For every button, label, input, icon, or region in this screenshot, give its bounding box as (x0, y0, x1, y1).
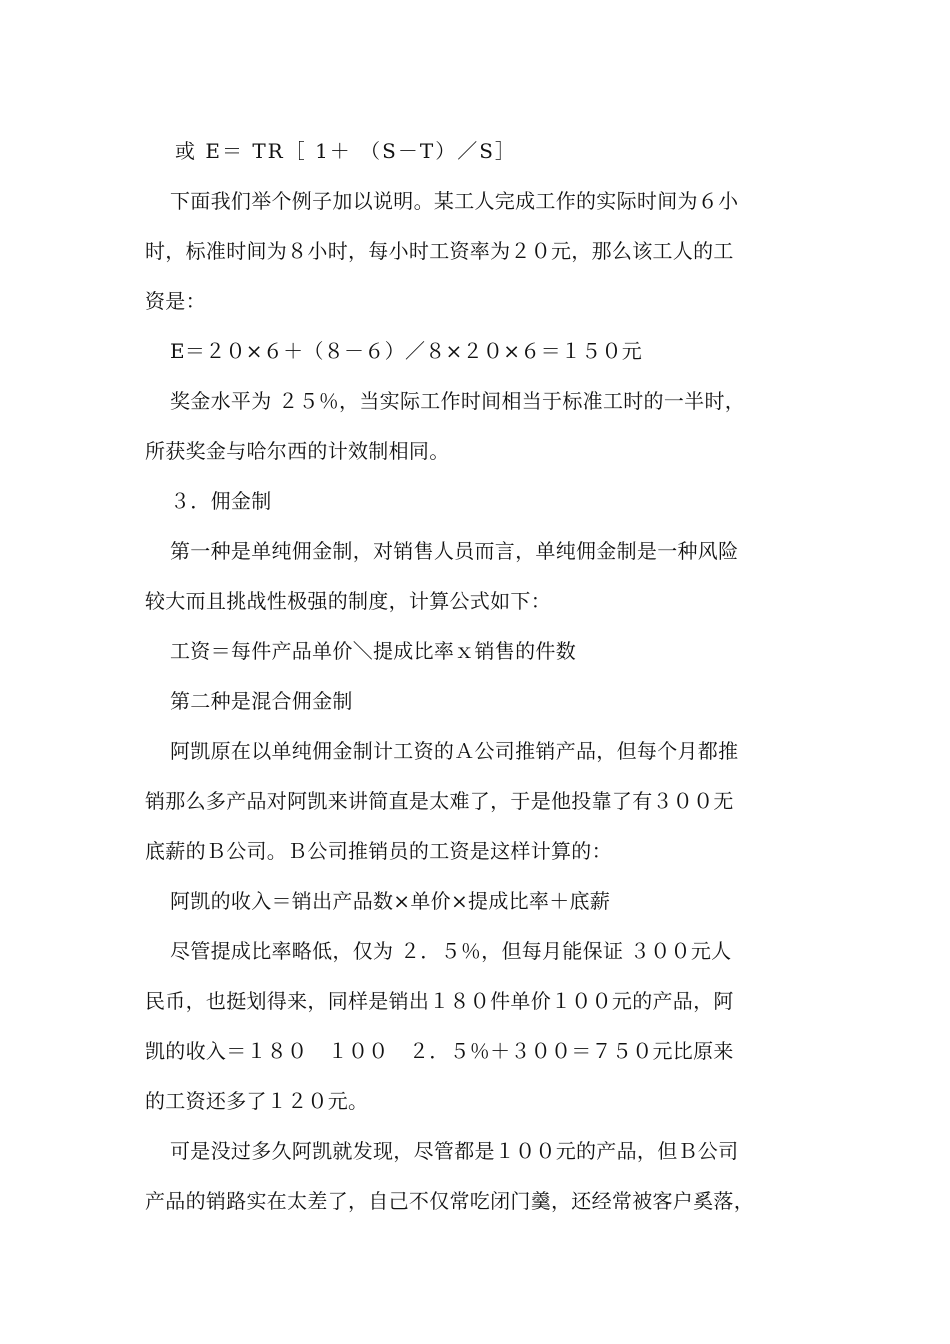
paragraph-line: 底薪的Ｂ公司。Ｂ公司推销员的工资是这样计算的： (145, 839, 612, 863)
paragraph-line: 资是： (145, 289, 206, 313)
paragraph-line: 销那么多产品对阿凯来讲简直是太难了，于是他投靠了有３００无 (145, 789, 734, 813)
paragraph-line: 民币，也挺划得来，同样是销出１８０件单价１００元的产品，阿 (145, 989, 734, 1013)
formula-commission: 工资＝每件产品单价＼提成比率ｘ销售的件数 (170, 639, 576, 663)
paragraph-line: 第二种是混合佣金制 (170, 689, 353, 713)
formula-example: E＝２０×６＋（８－６）／８×２０×６＝１５０元 (170, 339, 643, 363)
paragraph-line: 阿凯原在以单纯佣金制计工资的Ａ公司推销产品，但每个月都推 (170, 739, 739, 763)
paragraph-line: 的工资还多了１２０元。 (145, 1089, 369, 1113)
paragraph-line: 时，标准时间为８小时，每小时工资率为２０元，那么该工人的工 (145, 239, 734, 263)
paragraph-line: 凯的收入＝１８０ １００ ２．５％＋３００＝７５０元比原来 (145, 1039, 734, 1063)
formula-income: 阿凯的收入＝销出产品数×单价×提成比率＋底薪 (170, 889, 611, 913)
paragraph-line: 产品的销路实在太差了，自己不仅常吃闭门羹，还经常被客户奚落， (145, 1189, 754, 1213)
paragraph-line: 较大而且挑战性极强的制度，计算公式如下： (145, 589, 551, 613)
paragraph-line: 所获奖金与哈尔西的计效制相同。 (145, 439, 450, 463)
paragraph-line: 奖金水平为 ２５％，当实际工作时间相当于标准工时的一半时， (170, 389, 746, 413)
paragraph-line: 第一种是单纯佣金制，对销售人员而言，单纯佣金制是一种风险 (170, 539, 739, 563)
formula-alternate: 或 E＝ TR［ 1＋ （S－T）／S］ (175, 139, 517, 163)
section-heading: ３．佣金制 (170, 489, 272, 513)
paragraph-line: 尽管提成比率略低，仅为 ２．５％，但每月能保证 ３００元人 (170, 939, 732, 963)
paragraph-line: 可是没过多久阿凯就发现，尽管都是１００元的产品，但Ｂ公司 (170, 1139, 739, 1163)
paragraph-line: 下面我们举个例子加以说明。某工人完成工作的实际时间为６小 (170, 189, 739, 213)
